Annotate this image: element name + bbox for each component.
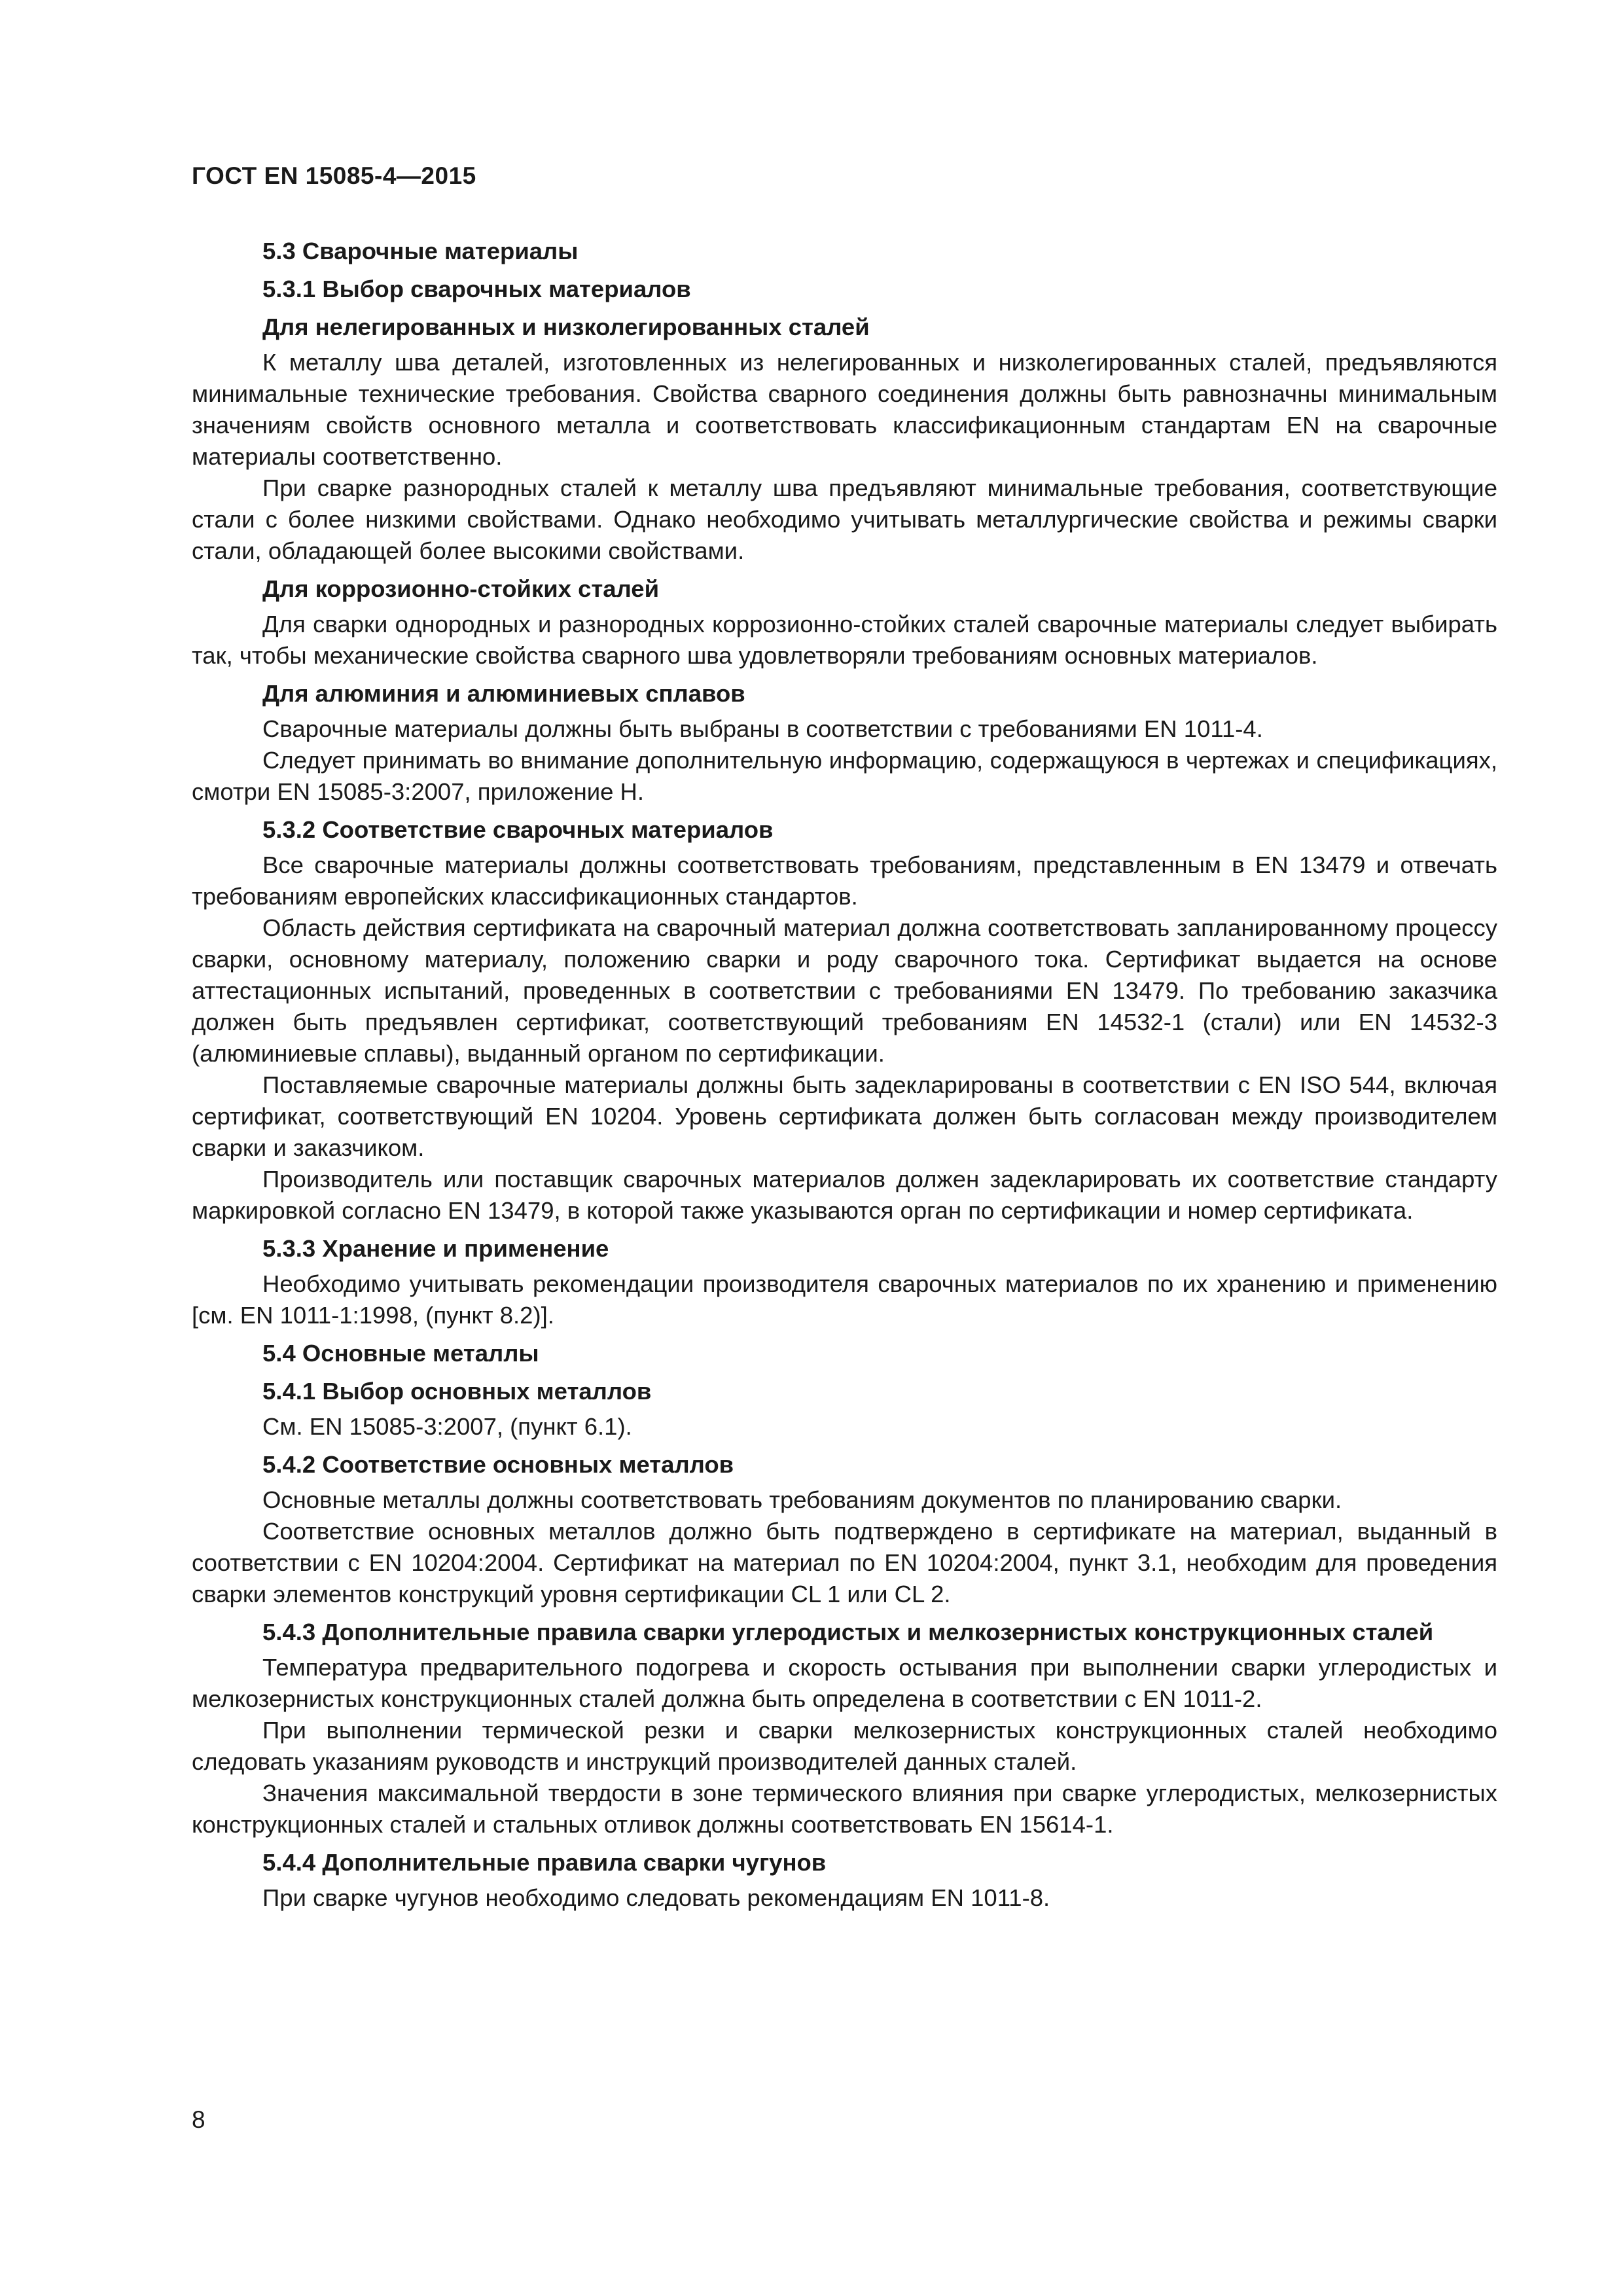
subsection-heading: Для нелегированных и низколегированных сталей <box>262 314 870 340</box>
paragraph: Температура предварительного подогрева и скорость остывания при выполнении сварки углеродистых и мелкозернистых конструкционных сталей должна быть определена в соответствии с EN 1011-2. <box>192 1654 1497 1712</box>
section-heading: 5.3.1 Выбор сварочных материалов <box>262 276 691 302</box>
section-heading: 5.4.1 Выбор основных металлов <box>262 1378 652 1405</box>
paragraph: Следует принимать во внимание дополнительную информацию, содержащуюся в чертежах и спецификациях, смотри EN 15085-3:2007, приложение H. <box>192 747 1497 805</box>
document-header: ГОСТ EN 15085-4—2015 <box>192 162 476 189</box>
paragraph: Основные металлы должны соответствовать требованиям документов по планированию сварки. <box>262 1486 1342 1513</box>
paragraph: Поставляемые сварочные материалы должны быть задекларированы в соответствии с EN ISO 544, включая сертификат, соответствующий EN 10204. Уровень сертификата должен быть согласован между производителем сварки и заказчиком. <box>192 1071 1497 1161</box>
paragraph: При выполнении термической резки и сварки мелкозернистых конструкционных сталей необходимо следовать указаниям руководств и инструкций производителей данных сталей. <box>192 1717 1497 1775</box>
section-heading: 5.3.3 Хранение и применение <box>262 1235 609 1262</box>
paragraph: Все сварочные материалы должны соответствовать требованиям, представленным в EN 13479 и отвечать требованиям европейских классификационных стандартов. <box>192 852 1497 910</box>
section-heading: 5.3 Сварочные материалы <box>262 238 579 264</box>
paragraph: При сварке разнородных сталей к металлу шва предъявляют минимальные требования, соответствующие стали с более низкими свойствами. Однако необходимо учитывать металлургические свойства и режимы сварки стали, обладающей более высокими свойствами. <box>192 475 1497 564</box>
page-number: 8 <box>192 2106 205 2133</box>
section-heading: 5.4.2 Соответствие основных металлов <box>262 1451 734 1478</box>
paragraph: Соответствие основных металлов должно быть подтверждено в сертификате на материал, выданный в соответствии с EN 10204:2004. Сертификат на материал по EN 10204:2004, пункт 3.1, необходим для проведения сварки элементов конструкций уровня сертификации CL 1 или CL 2. <box>192 1518 1497 1607</box>
section-heading: 5.4 Основные металлы <box>262 1340 539 1367</box>
section-heading: 5.4.4 Дополнительные правила сварки чугунов <box>262 1849 827 1876</box>
paragraph: Производитель или поставщик сварочных материалов должен задекларировать их соответствие стандарту маркировкой согласно EN 13479, в которой также указываются орган по сертификации и номер сертификата. <box>192 1166 1497 1224</box>
subsection-heading: Для алюминия и алюминиевых сплавов <box>262 680 745 707</box>
paragraph: Значения максимальной твердости в зоне термического влияния при сварке углеродистых, мелкозернистых конструкционных сталей и стальных отливок должны соответствовать EN 15614-1. <box>192 1780 1497 1838</box>
paragraph: При сварке чугунов необходимо следовать рекомендациям EN 1011-8. <box>262 1884 1050 1911</box>
section-heading: 5.4.3 Дополнительные правила сварки углеродистых и мелкозернистых конструкционных сталей <box>262 1619 1434 1645</box>
paragraph: К металлу шва деталей, изготовленных из нелегированных и низколегированных сталей, предъявляются минимальные технические требования. Свойства сварного соединения должны быть равнозначны минимальным значениям свойств основного металла и соответствовать классификационным стандартам EN на сварочные материалы соответственно. <box>192 349 1497 470</box>
section-heading: 5.3.2 Соответствие сварочных материалов <box>262 816 774 843</box>
paragraph: См. EN 15085-3:2007, (пункт 6.1). <box>262 1413 632 1440</box>
paragraph: Для сварки однородных и разнородных коррозионно-стойких сталей сварочные материалы следует выбирать так, чтобы механические свойства сварного шва удовлетворяли требованиям основных материалов. <box>192 611 1497 669</box>
subsection-heading: Для коррозионно-стойких сталей <box>262 575 660 602</box>
paragraph: Необходимо учитывать рекомендации производителя сварочных материалов по их хранению и применению [см. EN 1011-1:1998, (пункт 8.2)]. <box>192 1270 1497 1329</box>
document-body <box>192 229 1497 1914</box>
paragraph: Сварочные материалы должны быть выбраны в соответствии с требованиями EN 1011-4. <box>262 715 1263 742</box>
paragraph: Область действия сертификата на сварочный материал должна соответствовать запланированному процессу сварки, основному материалу, положению сварки и роду сварочного тока. Сертификат выдается на основе аттестационных испытаний, проведенных в соответствии с требованиями EN 13479. По требованию заказчика должен быть предъявлен сертификат, соответствующий требованиям EN 14532-1 (стали) или EN 14532-3 (алюминиевые сплавы), выданный органом по сертификации. <box>192 914 1497 1067</box>
